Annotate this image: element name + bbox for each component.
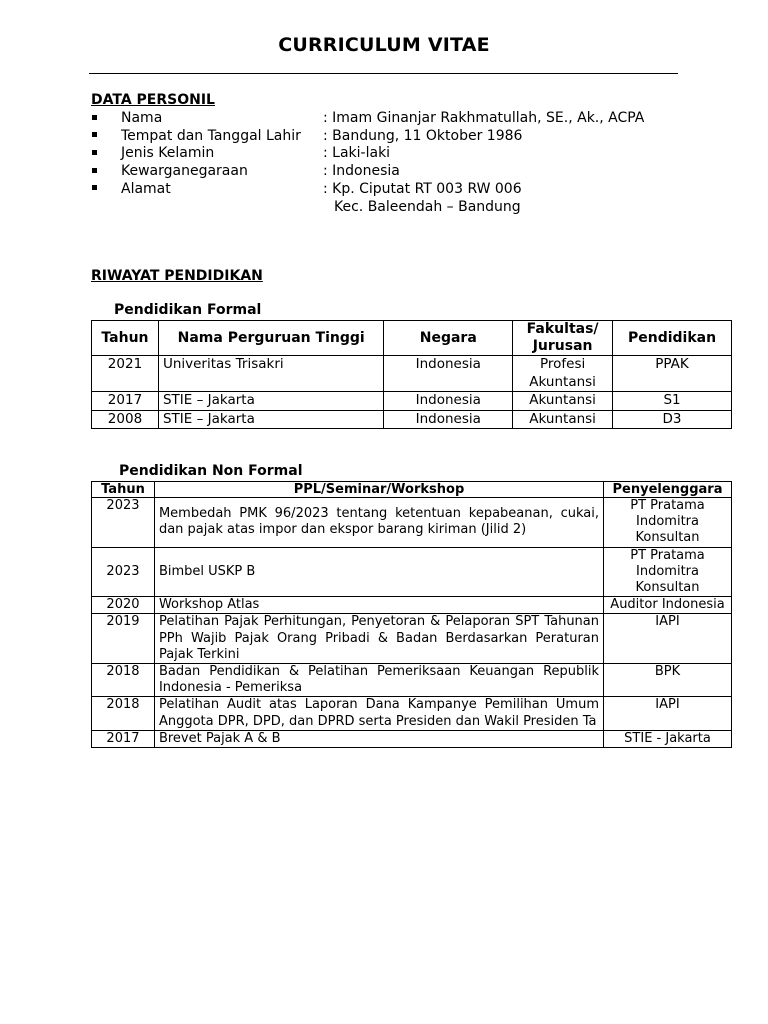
faculty-header-line-1: Fakultas/ xyxy=(526,321,599,337)
nonformal-education-subheading: Pendidikan Non Formal xyxy=(119,463,303,479)
cell-title: Badan Pendidikan & Pelatihan Pemeriksaan Keuangan Republik Indonesia - Pemeriksa xyxy=(154,664,603,697)
organizer-line-1: PT Pratama xyxy=(630,547,705,563)
cell-country: Indonesia xyxy=(384,392,513,411)
personal-label: Nama xyxy=(121,110,163,126)
cell-year: 2008 xyxy=(92,410,159,429)
table-row xyxy=(92,498,732,548)
bullet-icon xyxy=(91,128,121,146)
table-row xyxy=(92,410,732,429)
personal-row-name xyxy=(91,110,644,128)
column-header-year: Tahun xyxy=(92,321,159,356)
cell-organizer: IAPI xyxy=(604,614,732,664)
cell-year: 2018 xyxy=(92,664,155,697)
table-row xyxy=(92,392,732,411)
personal-label: Alamat xyxy=(121,180,171,197)
bullet-icon xyxy=(91,163,121,181)
cell-institution: STIE – Jakarta xyxy=(158,410,383,429)
organizer-line-3: Konsultan xyxy=(635,530,700,546)
education-heading: RIWAYAT PENDIDIKAN xyxy=(91,268,263,284)
organizer-line-3: Konsultan xyxy=(635,580,700,596)
nonformal-education-table xyxy=(91,481,732,748)
column-header-organizer: Penyelenggara xyxy=(604,482,732,498)
personal-row-address xyxy=(91,181,644,199)
cell-organizer xyxy=(604,547,732,597)
cell-year: 2019 xyxy=(92,614,155,664)
table-row xyxy=(92,614,732,664)
column-header-title: PPL/Seminar/Workshop xyxy=(154,482,603,498)
cell-organizer: BPK xyxy=(604,664,732,697)
cell-faculty xyxy=(513,356,613,392)
cell-year: 2023 xyxy=(92,547,155,597)
personal-label: Jenis Kelamin xyxy=(121,145,215,162)
personal-data-heading: DATA PERSONIL xyxy=(91,92,215,108)
cell-year: 2017 xyxy=(92,392,159,411)
cell-degree: PPAK xyxy=(613,356,732,392)
personal-value: : Kp. Ciputat RT 003 RW 006 xyxy=(323,180,522,197)
cell-title: Pelatihan Pajak Perhitungan, Penyetoran & Pelaporan SPT Tahunan PPh Wajib Pajak Orang Pribadi & Badan Berdasarkan Peraturan Pajak Terkini xyxy=(154,614,603,664)
personal-label: Tempat dan Tanggal Lahir xyxy=(121,127,301,144)
personal-data-list xyxy=(91,110,644,216)
title-divider xyxy=(89,73,678,74)
faculty-header-line-2: Jurusan xyxy=(532,338,593,354)
cell-organizer xyxy=(604,498,732,548)
cell-title: Bimbel USKP B xyxy=(154,547,603,597)
column-header-country: Negara xyxy=(384,321,513,356)
formal-education-subheading: Pendidikan Formal xyxy=(114,302,262,318)
cell-year: 2018 xyxy=(92,697,155,730)
address-line-2: Kec. Baleendah – Bandung xyxy=(334,198,521,215)
cell-title: Membedah PMK 96/2023 tentang ketentuan kepabeanan, cukai, dan pajak atas impor dan ekspor barang kiriman (Jilid 2) xyxy=(154,498,603,548)
cell-institution: STIE – Jakarta xyxy=(158,392,383,411)
personal-label: Kewarganegaraan xyxy=(121,163,248,180)
column-header-institution: Nama Perguruan Tinggi xyxy=(158,321,383,356)
personal-value: : Bandung, 11 Oktober 1986 xyxy=(323,127,523,144)
cell-degree: S1 xyxy=(613,392,732,411)
cell-country: Indonesia xyxy=(384,410,513,429)
cell-organizer: Auditor Indonesia xyxy=(604,597,732,614)
table-row xyxy=(92,664,732,697)
personal-value: : Laki-laki xyxy=(323,145,391,162)
table-header-row xyxy=(92,482,732,498)
faculty-line-2: Akuntansi xyxy=(529,373,596,390)
table-row xyxy=(92,356,732,392)
organizer-line-2: Indomitra xyxy=(636,514,699,530)
cell-year: 2020 xyxy=(92,597,155,614)
document-title: CURRICULUM VITAE xyxy=(278,34,490,56)
personal-value: : Indonesia xyxy=(323,163,400,180)
cell-degree: D3 xyxy=(613,410,732,429)
column-header-faculty xyxy=(513,321,613,356)
cell-faculty: Akuntansi xyxy=(513,410,613,429)
personal-value: : Imam Ginanjar Rakhmatullah, SE., Ak., ACPA xyxy=(323,110,645,126)
column-header-year: Tahun xyxy=(92,482,155,498)
cell-year: 2021 xyxy=(92,356,159,392)
table-row xyxy=(92,547,732,597)
bullet-icon xyxy=(91,145,121,163)
bullet-icon xyxy=(91,181,121,199)
cell-faculty: Akuntansi xyxy=(513,392,613,411)
organizer-line-1: PT Pratama xyxy=(630,498,705,513)
cell-year: 2023 xyxy=(92,498,155,548)
cell-country: Indonesia xyxy=(384,356,513,392)
cell-organizer: IAPI xyxy=(604,697,732,730)
cell-year: 2017 xyxy=(92,730,155,747)
cell-institution: Univeritas Trisakri xyxy=(158,356,383,392)
column-header-degree: Pendidikan xyxy=(613,321,732,356)
bullet-icon xyxy=(91,110,121,128)
cell-title: Workshop Atlas xyxy=(154,597,603,614)
table-header-row xyxy=(92,321,732,356)
personal-row-gender xyxy=(91,145,644,163)
organizer-line-2: Indomitra xyxy=(636,563,699,579)
formal-education-table xyxy=(91,320,732,429)
personal-row-address-cont xyxy=(91,199,644,217)
cell-organizer: STIE - Jakarta xyxy=(604,730,732,747)
personal-row-nationality xyxy=(91,163,644,181)
table-row xyxy=(92,730,732,747)
cell-title: Pelatihan Audit atas Laporan Dana Kampanye Pemilihan Umum Anggota DPR, DPD, dan DPRD serta Presiden dan Wakil Presiden Ta xyxy=(154,697,603,730)
table-row xyxy=(92,597,732,614)
personal-row-birth xyxy=(91,128,644,146)
cell-title: Brevet Pajak A & B xyxy=(154,730,603,747)
faculty-line-1: Profesi xyxy=(539,356,586,372)
table-row xyxy=(92,697,732,730)
